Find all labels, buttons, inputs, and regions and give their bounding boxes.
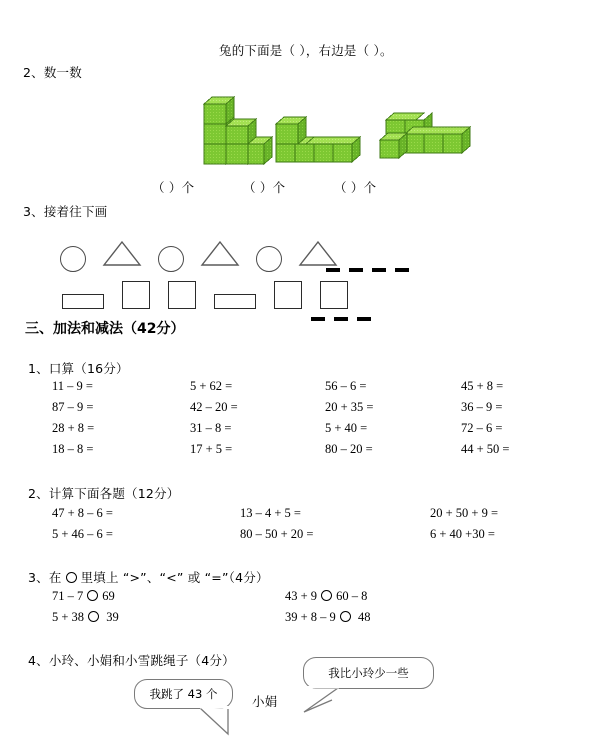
rectangle-shape [214,294,256,309]
compare-expr [52,589,115,604]
answer-dashes-row-1 [326,259,414,277]
square-shape [320,281,348,309]
compare-left: 5 + 38 [52,610,85,624]
compare-circle-icon[interactable] [321,590,332,601]
circle-shape [158,246,184,272]
square-shape [168,281,196,309]
oral-calc-expr: 20 + 35 = [325,400,374,414]
calc-expr: 13 – 4 + 5 = [240,506,301,520]
oral-calc-expr: 18 – 8 = [52,442,94,456]
subquestion-3-label-suffix: 里填上 “>”、“<” 或 “=”（4分） [80,570,269,585]
oral-calc-expr: 42 – 20 = [190,400,238,414]
compare-circle-icon[interactable] [87,590,98,601]
speech-bubble-2 [303,657,434,689]
circle-icon [66,572,77,583]
oral-calc-expr: 72 – 6 = [461,421,503,435]
answer-dashes-row-2 [311,308,376,326]
count-label-3: （ ）个 [334,180,377,195]
compare-circle-icon[interactable] [88,611,99,622]
oral-calc-expr: 80 – 20 = [325,442,373,456]
compare-expr [285,610,370,625]
compare-expr [52,610,119,625]
dash-mark [311,317,325,321]
speech-bubble-2-text: 我比小玲少一些 [328,666,409,680]
compare-circle-icon[interactable] [340,611,351,622]
oral-calc-expr: 31 – 8 = [190,421,232,435]
compare-right: 60 – 8 [336,589,368,603]
oral-calc-expr: 87 – 9 = [52,400,94,414]
oral-calc-expr: 56 – 6 = [325,379,367,393]
shape-row-2 [62,281,348,309]
circle-shape [60,246,86,272]
calc-expr: 80 – 50 + 20 = [240,527,314,541]
shape-row-1 [60,240,338,272]
speech-bubble-1-tail [198,706,234,741]
dash-mark [395,268,409,272]
compare-right: 48 [354,610,371,624]
dash-mark [334,317,348,321]
square-shape [274,281,302,309]
count-label-2: （ ）个 [243,180,286,195]
oral-calc-expr: 44 + 50 = [461,442,510,456]
dash-mark [349,268,363,272]
calc-expr: 5 + 46 – 6 = [52,527,113,541]
rectangle-shape [62,294,104,309]
square-shape [122,281,150,309]
subquestion-1-label: 1、口算（16分） [28,361,129,376]
cube-figure-1 [198,88,276,168]
top-prompt-text: 兔的下面是（ ），右边是（ ）。 [219,43,393,58]
cube-figure-3 [372,106,474,168]
dash-mark [326,268,340,272]
person-name-label: 小娟 [252,694,278,709]
compare-left: 43 + 9 [285,589,318,603]
triangle-shape [102,240,142,272]
speech-bubble-1 [134,679,233,709]
oral-calc-expr: 11 – 9 = [52,379,93,393]
subquestion-3-label [28,568,269,586]
oral-calc-expr: 45 + 8 = [461,379,504,393]
oral-calc-expr: 5 + 62 = [190,379,233,393]
subquestion-3-label-prefix: 3、在 [28,570,62,585]
calc-expr: 6 + 40 +30 = [430,527,495,541]
section-3-heading: 三、加法和减法（42分） [25,321,185,337]
question-2-label: 2、数一数 [23,65,82,80]
subquestion-2-label: 2、计算下面各题（12分） [28,486,180,501]
cube-figure-2 [272,112,364,168]
compare-left: 39 + 8 – 9 [285,610,336,624]
compare-left: 71 – 7 [52,589,84,603]
oral-calc-expr: 28 + 8 = [52,421,95,435]
subquestion-4-label: 4、小玲、小娟和小雪跳绳子（4分） [28,653,235,668]
speech-bubble-2-tail [302,686,342,719]
compare-expr [285,589,367,604]
compare-right: 39 [103,610,119,624]
dash-mark [372,268,386,272]
circle-shape [256,246,282,272]
speech-bubble-1-text: 我跳了 43 个 [149,687,218,701]
oral-calc-expr: 5 + 40 = [325,421,368,435]
question-3-label: 3、接着往下画 [23,204,108,219]
calc-expr: 20 + 50 + 9 = [430,506,499,520]
oral-calc-expr: 17 + 5 = [190,442,233,456]
calc-expr: 47 + 8 – 6 = [52,506,113,520]
count-label-1: （ ）个 [152,180,195,195]
dash-mark [357,317,371,321]
oral-calc-expr: 36 – 9 = [461,400,503,414]
triangle-shape [200,240,240,272]
compare-right: 69 [102,589,115,603]
